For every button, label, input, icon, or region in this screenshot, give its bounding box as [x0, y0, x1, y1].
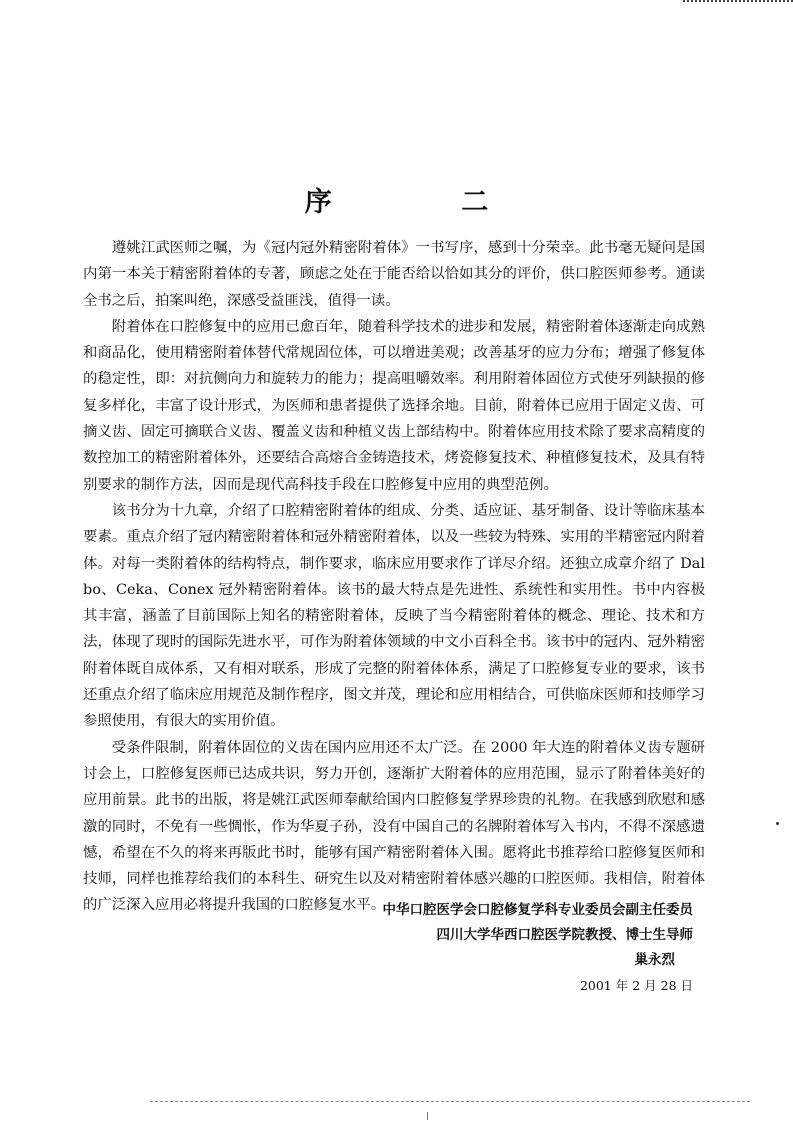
signature-name: 巢永烈 [634, 952, 675, 968]
scan-artifact-top [683, 0, 793, 6]
scan-artifact-tick [427, 1112, 428, 1120]
paragraph-1: 遵姚江武医师之嘱，为《冠内冠外精密附着体》一书写序，感到十分荣幸。此书毫无疑问是国内第一本关于精密附着体的专著，顾虑之处在于能否给以恰如其分的评价，供口腔医师参考。通读全书之后，拍案叫绝，深感受益匪浅，值得一读。 [83, 240, 705, 309]
signature-position-1: 中华口腔医学会口腔修复学科专业委员会副主任委员 [382, 902, 693, 918]
signature-date: 2001 年 2 月 28 日 [579, 978, 693, 993]
signature-block [383, 898, 694, 998]
preface-body [83, 235, 705, 919]
scan-artifact-bottom [150, 1101, 750, 1103]
scan-artifact-dot [776, 822, 779, 825]
paragraph-3: 该书分为十九章，介绍了口腔精密附着体的组成、分类、适应证、基牙制备、设计等临床基本要素。重点介绍了冠内精密附着体和冠外精密附着体，以及一些较为特殊、实用的半精密冠内附着体。对每一类附着体的结构特点，制作要求，临床应用要求作了详尽介绍。还独立成章介绍了 Dalbo、Ceka、Conex 冠外精密附着体。该书的最大特点是先进性、系统性和实用性。书中内容极其丰富，涵盖了目前国际上知名的精密附着体，反映了当今精密附着体的概念、理论、技术和方法，体现了现时的国际先进水平，可作为附着体领域的中文小百科全书。该书中的冠内、冠外精密附着体既自成体系，又有相对联系，形成了完整的附着体体系，满足了口腔修复专业的要求，该书还重点介绍了临床应用规范及制作程序，图文并茂，理论和应用相结合，可供临床医师和技师学习参照使用，有很大的实用价值。 [83, 502, 705, 730]
paragraph-4: 受条件限制，附着体固位的义齿在国内应用还不太广泛。在 2000 年大连的附着体义齿专题研讨会上，口腔修复医师已达成共识，努力开创，逐渐扩大附着体的应用范围，显示了附着体美好的应用前景。此书的出版，将是姚江武医师奉献给国内口腔修复学界珍贵的礼物。在我感到欣慰和感激的同时，不免有一些惆怅，作为华夏子孙，没有中国自己的名牌附着体写入书内，不得不深感遗憾，希望在不久的将来再版此书时，能够有国产精密附着体入围。愿将此书推荐给口腔修复医师和技师，同样也推荐给我们的本科生、研究生以及对精密附着体感兴趣的口腔医师。我相信，附着体的广泛深入应用必将提升我国的口腔修复水平。 [83, 739, 705, 914]
paragraph-2: 附着体在口腔修复中的应用已愈百年，随着科学技术的进步和发展，精密附着体逐渐走向成熟和商品化，使用精密附着体替代常规固位体，可以增进美观；改善基牙的应力分布；增强了修复体的稳定性，即：对抗侧向力和旋转力的能力；提高咀嚼效率。利用附着体固位方式使牙列缺损的修复多样化，丰富了设计形式，为医师和患者提供了选择余地。目前，附着体已应用于固定义齿、可摘义齿、固定可摘联合义齿、覆盖义齿和种植义齿上部结构中。附着体应用技术除了要求高精度的数控加工的精密附着体外，还要结合高熔合金铸造技术，烤瓷修复技术、种植修复技术，及具有特别要求的制作方法，因而是现代高科技手段在口腔修复中应用的典型范例。 [83, 318, 705, 493]
signature-position-2: 四川大学华西口腔医学院教授、博士生导师 [436, 927, 693, 943]
page-title: 序 二 [304, 187, 549, 218]
